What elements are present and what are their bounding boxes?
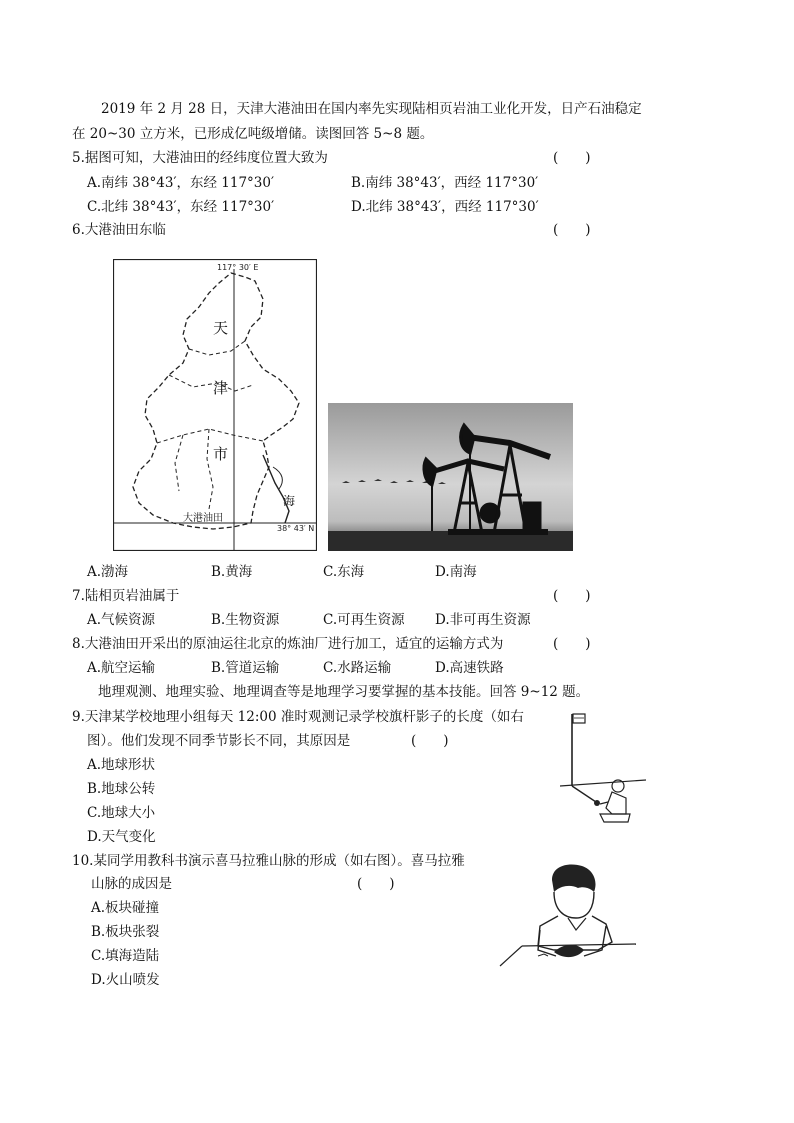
q10-option-d[interactable]: D.火山喷发 xyxy=(91,972,160,988)
question-9-answer-blank[interactable]: ( ) xyxy=(411,733,449,749)
map-char-tian: 天 xyxy=(213,319,229,337)
q7-option-c[interactable]: C.可再生资源 xyxy=(323,612,405,628)
book-demo-figure xyxy=(498,860,638,972)
q7-option-a[interactable]: A.气候资源 xyxy=(87,612,156,628)
q10-option-a[interactable]: A.板块碰撞 xyxy=(91,900,160,916)
map-oilfield-label: 大港油田 xyxy=(183,513,223,524)
question-8-stem: 8.大港油田开采出的原油运往北京的炼油厂进行加工，适宜的运输方式为 xyxy=(72,636,504,652)
question-8-answer-blank[interactable]: ( ) xyxy=(553,636,591,652)
intro-2: 地理观测、地理实验、地理调查等是地理学习要掌握的基本技能。回答 9~12 题。 xyxy=(98,684,590,700)
question-7-answer-blank[interactable]: ( ) xyxy=(553,588,591,604)
q6-option-d[interactable]: D.南海 xyxy=(435,564,477,580)
question-10-answer-blank[interactable]: ( ) xyxy=(357,876,395,892)
map-longitude-label: 117° 30′ E xyxy=(217,263,259,272)
q9-option-c[interactable]: C.地球大小 xyxy=(87,805,156,821)
q10-option-c[interactable]: C.填海造陆 xyxy=(91,948,160,964)
q8-option-d[interactable]: D.高速铁路 xyxy=(435,660,504,676)
question-6-stem: 6.大港油田东临 xyxy=(72,222,166,238)
q9-option-d[interactable]: D.天气变化 xyxy=(87,829,156,845)
q6-option-b[interactable]: B.黄海 xyxy=(211,564,253,580)
map-char-jin: 津 xyxy=(213,379,229,397)
map-latitude-label: 38° 43′ N xyxy=(277,524,315,533)
q9-option-a[interactable]: A.地球形状 xyxy=(87,757,156,773)
question-9-line-2: 图）。他们发现不同季节影长不同，其原因是 xyxy=(87,733,351,749)
q6-option-c[interactable]: C.东海 xyxy=(323,564,365,580)
question-7-stem: 7.陆相页岩油属于 xyxy=(72,588,180,604)
q8-option-a[interactable]: A.航空运输 xyxy=(87,660,156,676)
q7-option-d[interactable]: D.非可再生资源 xyxy=(435,612,531,628)
q5-option-c[interactable]: C.北纬 38°43′，东经 117°30′ xyxy=(87,199,275,215)
q8-option-c[interactable]: C.水路运输 xyxy=(323,660,392,676)
question-10-line-2: 山脉的成因是 xyxy=(91,876,172,892)
map-char-shi: 市 xyxy=(213,445,229,463)
map-sea-label: 海 xyxy=(283,494,296,508)
q9-option-b[interactable]: B.地球公转 xyxy=(87,781,156,797)
q7-option-b[interactable]: B.生物资源 xyxy=(211,612,280,628)
q10-option-b[interactable]: B.板块张裂 xyxy=(91,924,160,940)
tianjin-map xyxy=(113,259,317,551)
question-10-line-1: 10.某同学用教科书演示喜马拉雅山脉的形成（如右图）。喜马拉雅 xyxy=(72,853,465,869)
q5-option-a[interactable]: A.南纬 38°43′，东经 117°30′ xyxy=(87,175,275,191)
question-5-answer-blank[interactable]: ( ) xyxy=(553,150,591,166)
q5-option-b[interactable]: B.南纬 38°43′，西经 117°30′ xyxy=(351,175,539,191)
question-5-stem: 5.据图可知，大港油田的经纬度位置大致为 xyxy=(72,150,328,166)
question-9-line-1: 9.天津某学校地理小组每天 12:00 准时观测记录学校旗杆影子的长度（如右 xyxy=(72,709,524,725)
intro-line-2: 在 20~30 立方米，已形成亿吨级增储。读图回答 5~8 题。 xyxy=(72,126,434,142)
intro-line-1: 2019 年 2 月 28 日，天津大港油田在国内率先实现陆相页岩油工业化开发，日产石油稳定 xyxy=(101,101,642,117)
q8-option-b[interactable]: B.管道运输 xyxy=(211,660,280,676)
q6-option-a[interactable]: A.渤海 xyxy=(87,564,129,580)
q5-option-d[interactable]: D.北纬 38°43′，西经 117°30′ xyxy=(351,199,539,215)
oil-pump-photo xyxy=(328,403,573,551)
question-6-answer-blank[interactable]: ( ) xyxy=(553,222,591,238)
flagpole-figure xyxy=(560,710,646,830)
